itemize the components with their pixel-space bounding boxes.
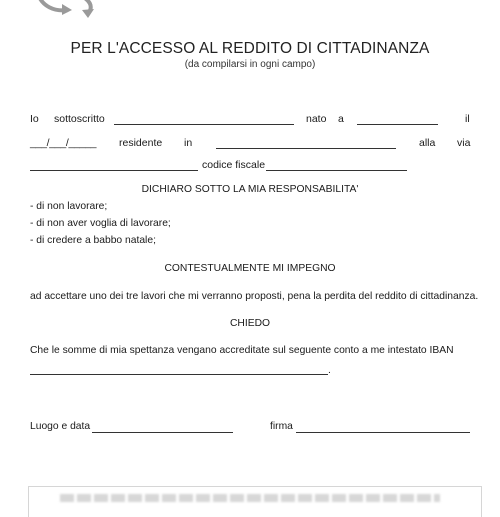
- label-a: a: [338, 113, 344, 125]
- logo-arrows-icon: [32, 0, 98, 20]
- label-sottoscritto: sottoscritto: [54, 113, 105, 125]
- label-io: Io: [30, 113, 39, 125]
- place-date-field[interactable]: [92, 432, 233, 433]
- footer-blurred-text: [60, 494, 440, 502]
- declaration-item: - di non lavorare;: [30, 201, 108, 212]
- residence-city-field[interactable]: [216, 148, 396, 149]
- iban-field[interactable]: [30, 374, 328, 375]
- label-il: il: [465, 113, 470, 125]
- street-field[interactable]: [30, 170, 198, 171]
- declaration-item: - di non aver voglia di lavorare;: [30, 218, 171, 229]
- declaration-item: - di credere a babbo natale;: [30, 235, 156, 246]
- name-field[interactable]: [114, 124, 294, 125]
- label-via: via: [457, 137, 471, 149]
- commitment-text: ad accettare uno dei tre lavori che mi verranno proposti, pena la perdita del reddito di cittadinanza.: [30, 291, 479, 302]
- label-luogo-data: Luogo e data: [30, 421, 91, 432]
- birthplace-field[interactable]: [357, 124, 438, 125]
- page-title: PER L'ACCESSO AL REDDITO DI CITTADINANZA: [70, 40, 430, 57]
- label-alla: alla: [419, 137, 436, 149]
- page-subtitle: (da compilarsi in ogni campo): [184, 59, 316, 70]
- declaration-heading: DICHIARO SOTTO LA MIA RESPONSABILITA': [141, 184, 359, 195]
- label-codice-fiscale: codice fiscale: [202, 159, 266, 171]
- tax-code-field[interactable]: [266, 170, 407, 171]
- iban-period: .: [328, 365, 331, 376]
- signature-field[interactable]: [296, 432, 470, 433]
- request-text: Che le somme di mia spettanza vengano accreditate sul seguente conto a me intestato IBAN: [30, 345, 454, 356]
- commitment-heading: CONTESTUALMENTE MI IMPEGNO: [164, 263, 336, 274]
- label-firma: firma: [270, 421, 293, 432]
- request-heading: CHIEDO: [229, 318, 271, 329]
- label-nato: nato: [306, 113, 327, 125]
- birthdate-field[interactable]: ___/___/_____: [30, 137, 97, 149]
- label-residente: residente: [119, 137, 163, 149]
- label-in: in: [184, 137, 193, 149]
